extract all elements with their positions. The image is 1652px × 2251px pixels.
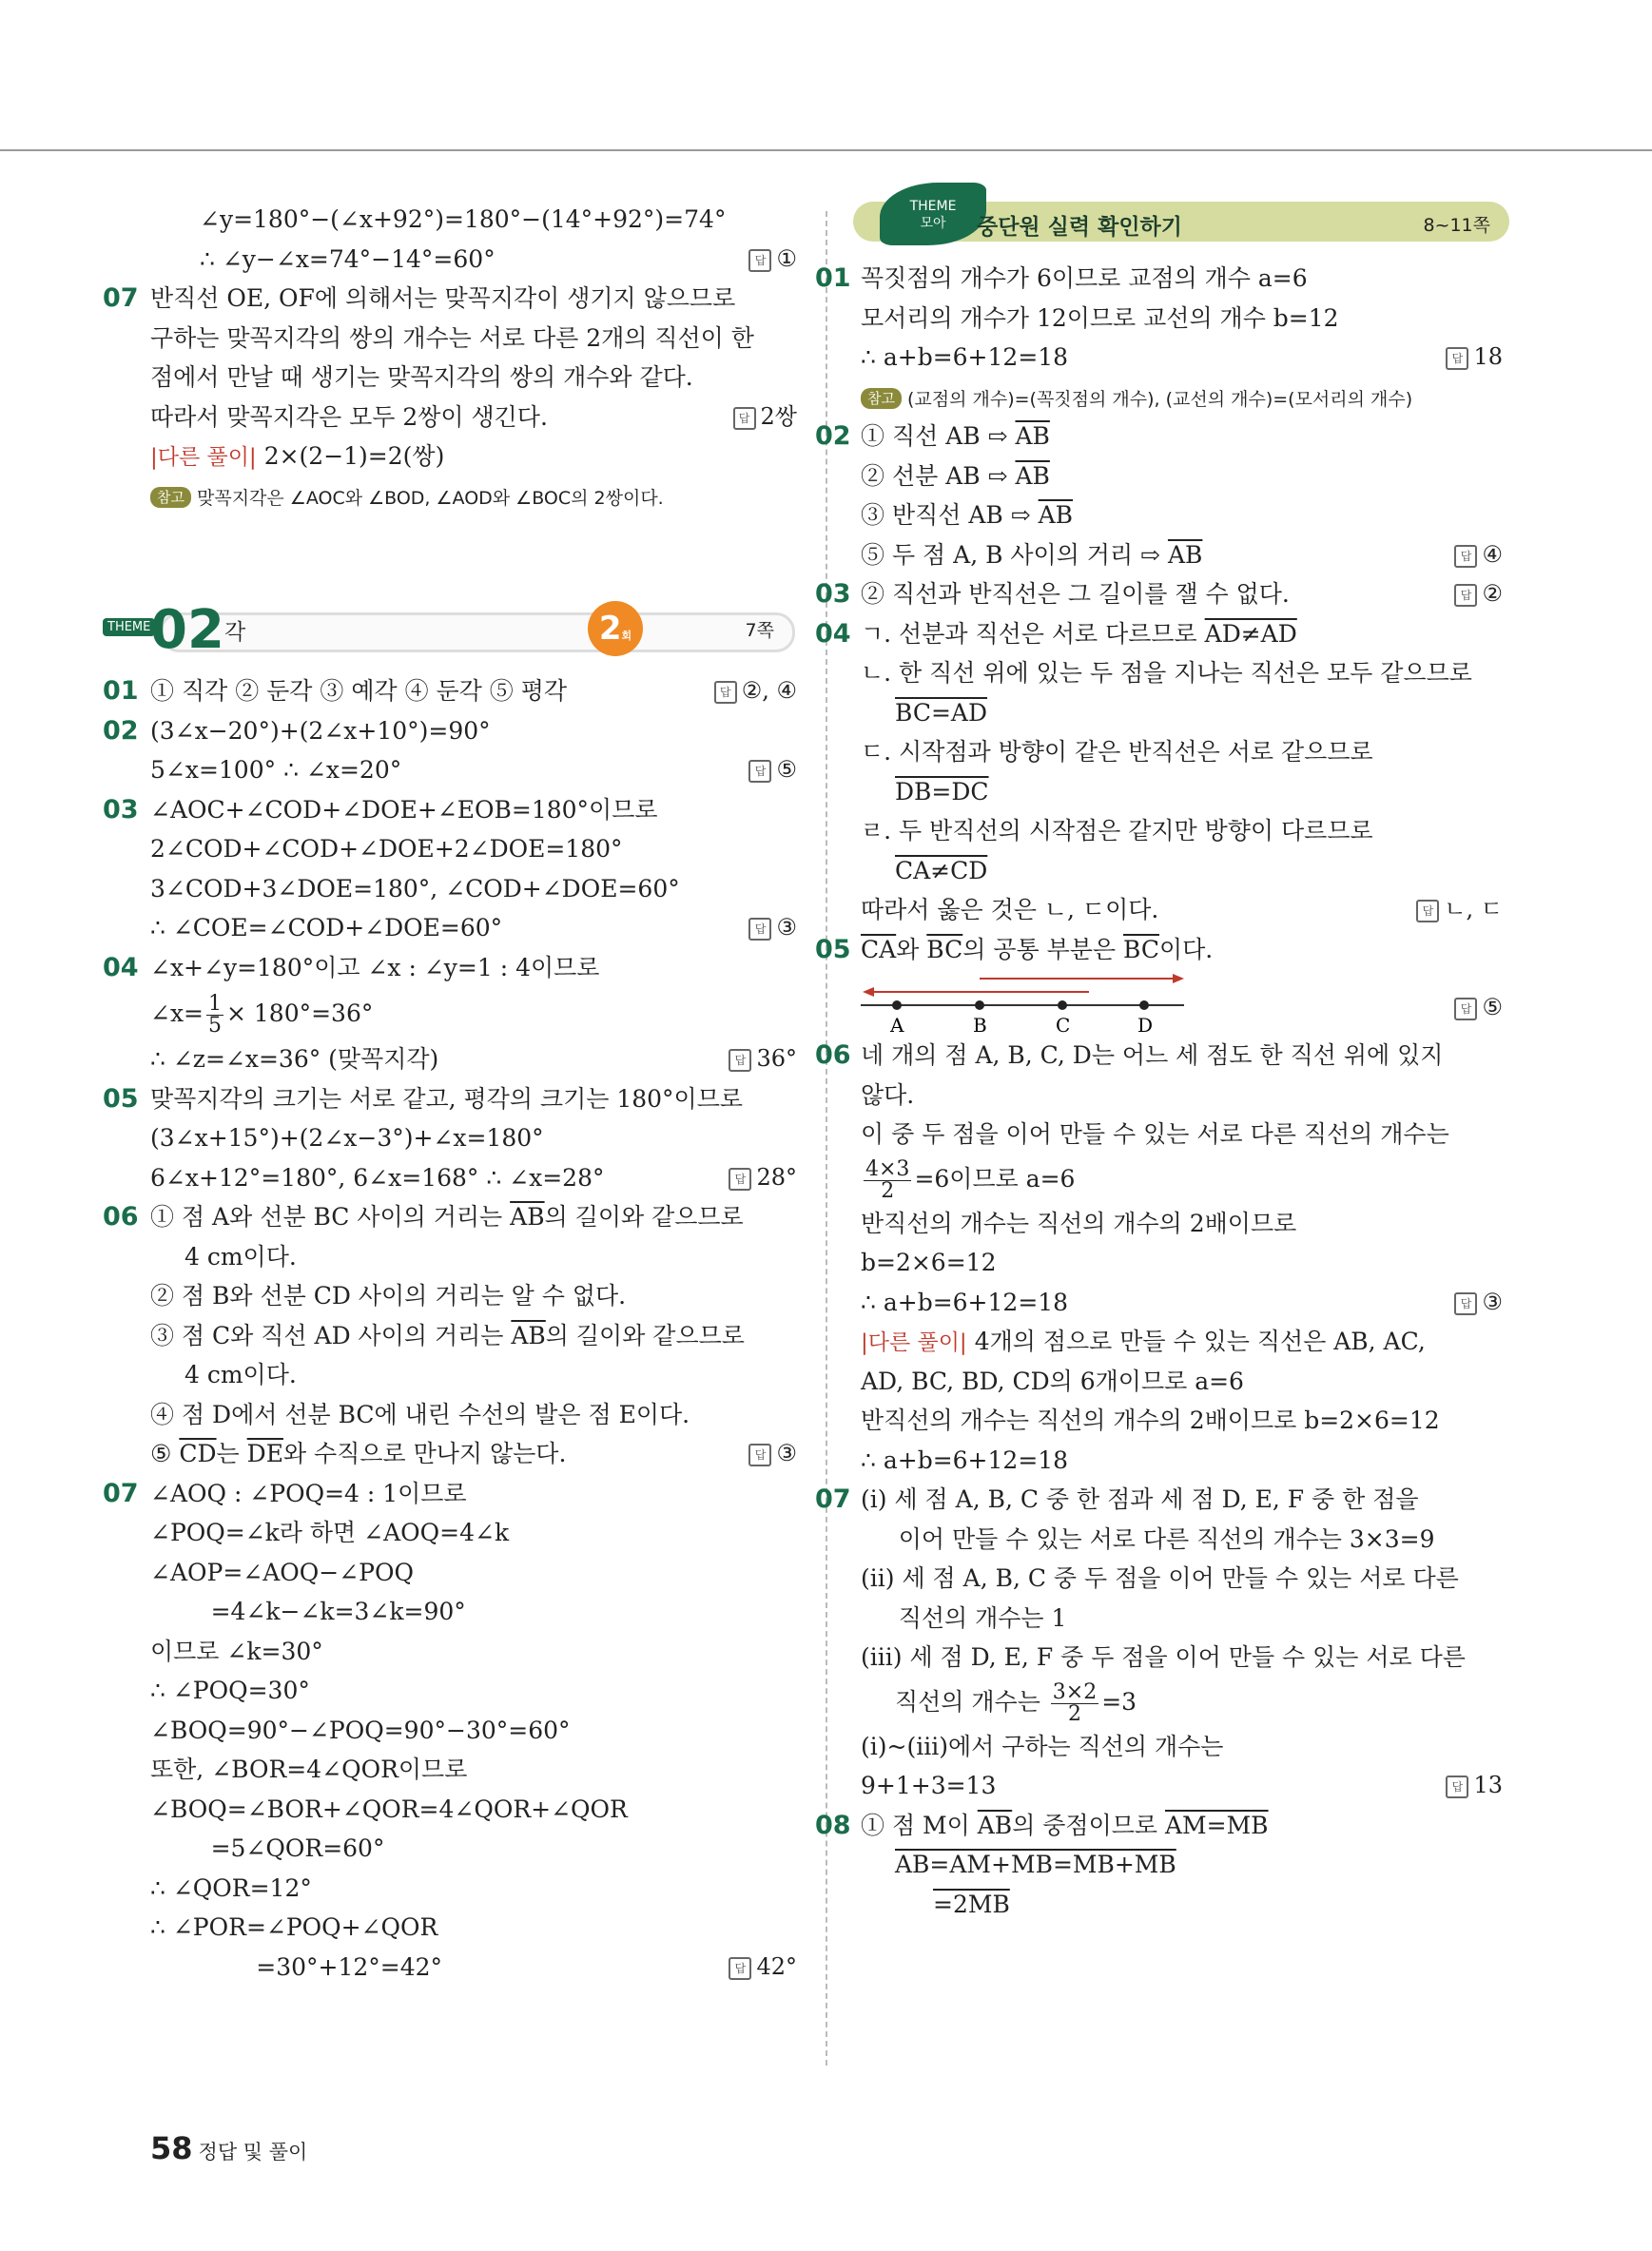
alt-solution-label: |다른 풀이| [150, 445, 257, 470]
text-line: 이므로 ∠k=30° [150, 1637, 323, 1665]
text-line-content: 6∠x+12°=180°, 6∠x=168° ∴ ∠x=28° [150, 1163, 605, 1192]
text-line [861, 851, 1503, 891]
leaf-text: 모아 [920, 216, 946, 231]
text-part: 의 공통 부분은 [962, 935, 1124, 963]
alt-solution-label: |다른 풀이| [861, 1330, 967, 1355]
symbol-expression: DB=DC [895, 777, 989, 805]
number-line-figure [861, 969, 1241, 1036]
text-line: 4 cm이다. [185, 1361, 297, 1388]
text-line: 이 중 두 점을 이어 만들 수 있는 서로 다른 직선의 개수는 [861, 1120, 1449, 1148]
alt-solution [861, 1322, 1503, 1362]
text-part: × 180°=36° [226, 999, 374, 1027]
text-part: 이다. [1158, 935, 1214, 963]
answer [748, 908, 797, 948]
text-line: 점에서 만날 때 생기는 맞꼭지각의 쌍의 개수와 같다. [150, 363, 693, 391]
text-part: 의 길이와 같으므로 [544, 1203, 744, 1231]
question-05 [815, 930, 1503, 970]
question-07 [815, 1480, 1503, 1520]
answer-icon: 답 [748, 249, 771, 272]
fraction [864, 1156, 911, 1203]
answer-icon: 답 [714, 681, 737, 704]
text-line: =4∠k−∠k=3∠k=90° [150, 1598, 466, 1625]
answer [748, 1434, 797, 1474]
point-label: C [1056, 1014, 1071, 1036]
text-line: ∠y=180°−(∠x+92°)=180°−(14°+92°)=74° [200, 205, 727, 233]
left-column [103, 200, 797, 1987]
question-03 [103, 790, 797, 830]
text-line: 반직선의 개수는 직선의 개수의 2배이므로 b=2×6=12 [861, 1407, 1440, 1434]
question-number: 02 [103, 715, 139, 746]
answer-value: ④ [1482, 540, 1503, 568]
fraction-denominator: 2 [881, 1178, 895, 1203]
text-line: ∠BOQ=∠BOR+∠QOR=4∠QOR+∠QOR [150, 1795, 628, 1823]
note-tag: 참고 [150, 487, 191, 508]
text-line: ∠POQ=∠k라 하면 ∠AOQ=4∠k [150, 1519, 510, 1546]
answer [748, 750, 797, 790]
question-03 [815, 574, 1503, 614]
answer-value: 28° [756, 1163, 797, 1191]
question-06 [815, 1036, 1503, 1076]
point-label: D [1137, 1014, 1154, 1036]
text-line-content: 5∠x=100° ∴ ∠x=20° [150, 756, 402, 784]
text-line: ∠BOQ=90°−∠POQ=90°−30°=60° [150, 1716, 571, 1744]
question-number: 05 [815, 934, 851, 964]
line-symbol: $\overline{AB}$ [1015, 422, 1050, 450]
text-part: 와 수직으로 만나지 않는다. [282, 1440, 567, 1467]
text-line: 또한, ∠BOR=4∠QOR이므로 [150, 1756, 468, 1783]
answer-value: ②, ④ [741, 677, 797, 704]
answer-value: 36° [756, 1045, 797, 1072]
theme-page: 7쪽 [745, 620, 774, 641]
text-line: 모서리의 개수가 12이므로 교선의 개수 b=12 [861, 303, 1339, 332]
spacer [150, 515, 797, 555]
symbol-expression: AD≠AD [1204, 619, 1297, 648]
answer-icon: 답 [1446, 347, 1468, 370]
theme-bar [160, 612, 795, 652]
point-b [975, 1000, 984, 1010]
ray-symbol: $\overline{CA}$ [861, 935, 897, 963]
text-line [861, 1678, 1503, 1727]
point-a [892, 1000, 902, 1010]
note-text: 맞꼭지각은 ∠AOC와 ∠BOD, ∠AOD와 ∠BOC의 2쌍이다. [196, 487, 664, 509]
answer [1454, 574, 1503, 614]
symbol-expression: =2MB [933, 1890, 1010, 1918]
text-line [150, 398, 797, 437]
text-line: ∠x+∠y=180°이고 ∠x : ∠y=1 : 4이므로 [150, 953, 600, 981]
answer [1454, 1283, 1503, 1323]
answer-icon: 답 [1454, 1292, 1477, 1315]
theme-tag: THEME [103, 618, 155, 636]
answer-icon: 답 [729, 1957, 751, 1980]
text-line [150, 750, 797, 790]
point-c [1058, 1000, 1067, 1010]
question-number: 08 [815, 1810, 851, 1840]
question-08 [815, 1806, 1503, 1846]
spacer [150, 555, 797, 595]
text-line [150, 1158, 797, 1198]
text-line: ㄴ. 한 직선 위에 있는 두 점을 지나는 직선은 모두 같으므로 [861, 659, 1472, 687]
text-line [861, 1155, 1503, 1204]
text-line: 구하는 맞꼭지각의 쌍의 개수는 서로 다른 2개의 직선이 한 [150, 323, 754, 352]
alt-solution [150, 437, 797, 476]
segment-symbol: $\overline{BC}$ [1123, 935, 1159, 963]
fraction-denominator: 2 [1068, 1701, 1082, 1726]
question-01 [815, 259, 1503, 299]
text-line-content: ∴ a+b=6+12=18 [861, 343, 1069, 371]
answer [714, 671, 797, 711]
text-line: 4 cm이다. [185, 1242, 297, 1271]
text-line: 2∠COD+∠COD+∠DOE+2∠DOE=180° [150, 835, 623, 863]
text-part: 의 길이와 같으므로 [545, 1321, 745, 1349]
answer-icon: 답 [729, 1168, 751, 1191]
text-part: ① 직선 AB ⇨ [861, 422, 1016, 450]
question-number: 01 [103, 676, 139, 706]
fraction [206, 994, 224, 1037]
text-part: ㄱ. 선분과 직선은 서로 다르므로 [861, 619, 1205, 648]
text-line [150, 1039, 797, 1079]
text-line [861, 772, 1503, 812]
text-part: =6이므로 a=6 [914, 1164, 1076, 1193]
fraction [1051, 1679, 1098, 1726]
text-line [150, 1948, 797, 1988]
text-line [150, 1434, 797, 1474]
question-04 [103, 948, 797, 988]
text-line: ∠AOC+∠COD+∠DOE+∠EOB=180°이므로 [150, 795, 658, 824]
text-line: ② 점 B와 선분 CD 사이의 거리는 알 수 없다. [150, 1282, 627, 1310]
line-symbol: $\overline{DE}$ [246, 1440, 283, 1467]
text-line: 않다. [861, 1080, 915, 1109]
point-d [1139, 1000, 1149, 1010]
question-number: 07 [815, 1484, 851, 1514]
answer-icon: 답 [733, 407, 756, 430]
answer-value: ③ [776, 1440, 797, 1466]
text-line-content: 따라서 맞꼭지각은 모두 2쌍이 생긴다. [150, 402, 548, 431]
ray-bc-arrowhead [1173, 974, 1184, 983]
text-line: ∴ a+b=6+12=18 [861, 1446, 1069, 1474]
answer-icon: 답 [1446, 1776, 1468, 1798]
answer-value: ① [776, 244, 797, 272]
question-07b [103, 1474, 797, 1514]
top-rule [0, 149, 1652, 151]
text-line [150, 1316, 797, 1356]
point-label: A [890, 1014, 904, 1036]
note [150, 476, 797, 516]
question-number: 07 [103, 283, 139, 313]
text-line: ∴ ∠QOR=12° [150, 1873, 312, 1902]
text-line [861, 495, 1503, 535]
question-number: 06 [815, 1040, 851, 1070]
text-line [861, 1845, 1503, 1885]
answer [1446, 1766, 1503, 1806]
text-part: 직선의 개수는 [895, 1687, 1048, 1716]
theme-number: 02 [150, 599, 224, 661]
question-02 [815, 417, 1503, 456]
text-line: (3∠x+15°)+(2∠x−3°)+∠x=180° [150, 1124, 544, 1152]
question-number: 03 [103, 794, 139, 825]
text-line: ② 직선과 반직선은 그 길이를 잴 수 없다. [861, 580, 1290, 608]
right-column [815, 199, 1503, 1924]
text-line: ④ 점 D에서 선분 BC에 내린 수선의 발은 점 E이다. [150, 1400, 690, 1428]
question-number: 04 [103, 952, 139, 982]
answer-value: ㄴ, ㄷ [1444, 896, 1503, 922]
text-part: ⑤ [150, 1440, 180, 1467]
answer-icon: 답 [748, 1444, 771, 1466]
text-line: ∴ ∠POQ=30° [150, 1677, 310, 1704]
text-line-content: 9+1+3=13 [861, 1772, 997, 1799]
question-01 [103, 671, 797, 711]
text-line: 꼭짓점의 개수가 6이므로 교점의 개수 a=6 [861, 264, 1308, 292]
fraction-numerator: 3×2 [1052, 1679, 1098, 1704]
text-line [861, 890, 1503, 930]
point-label: B [973, 1014, 987, 1036]
text-line: 네 개의 점 A, B, C, D는 어느 세 점도 한 직선 위에 있지 [861, 1041, 1444, 1069]
text-line: (ⅰ)~(ⅲ)에서 구하는 직선의 개수는 [861, 1732, 1224, 1760]
segment-symbol: $\overline{AB}$ [1167, 540, 1203, 569]
text-part: ③ 반직선 AB ⇨ [861, 501, 1039, 529]
text-line: 맞꼭지각의 크기는 서로 같고, 평각의 크기는 180°이므로 [150, 1084, 743, 1113]
text-line: ㄷ. 시작점과 방향이 같은 반직선은 서로 같으므로 [861, 738, 1373, 766]
text-part: 의 중점이므로 [1012, 1811, 1165, 1839]
answer-icon: 답 [748, 760, 771, 783]
question-06 [103, 1197, 797, 1237]
question-number: 05 [103, 1083, 139, 1114]
text-part: 는 [216, 1440, 247, 1467]
answer-icon: 답 [1454, 998, 1477, 1020]
question-05 [103, 1079, 797, 1119]
text-part: ① 점 M이 [861, 1811, 978, 1839]
answer-icon: 답 [1454, 584, 1477, 607]
answer [748, 240, 797, 280]
question-number: 03 [815, 579, 851, 609]
text-line: 반직선 OE, OF에 의해서는 맞꼭지각이 생기지 않으므로 [150, 284, 736, 312]
ray-symbol: $\overline{AB}$ [1038, 501, 1074, 529]
text-part: ⑤ 두 점 A, B 사이의 거리 ⇨ [861, 540, 1168, 569]
segment-symbol: $\overline{AB}$ [977, 1811, 1013, 1839]
text-part: ① 점 A와 선분 BC 사이의 거리는 [150, 1203, 511, 1231]
question-04 [815, 614, 1503, 654]
answer-icon: 답 [1416, 900, 1439, 922]
text-line: ∠AOP=∠AOQ−∠POQ [150, 1558, 414, 1586]
question-07 [103, 279, 797, 319]
text-line [861, 535, 1503, 575]
answer-value: ⑤ [776, 756, 797, 783]
text-line-content: =30°+12°=42° [150, 1952, 443, 1981]
question-number: 04 [815, 618, 851, 649]
fraction-denominator: 5 [208, 1014, 222, 1038]
answer-value: ③ [776, 914, 797, 941]
text-line: 이어 만들 수 있는 서로 다른 직선의 개수는 3×3=9 [861, 1524, 1435, 1553]
symbol-expression: CA≠CD [895, 856, 988, 884]
text-line [861, 1766, 1503, 1806]
answer-value: 42° [756, 1952, 797, 1980]
fraction-numerator: 4×3 [865, 1156, 910, 1181]
text-line: b=2×6=12 [861, 1249, 997, 1276]
answer-value: ③ [1482, 1288, 1503, 1315]
text-line: ∴ ∠POR=∠POQ+∠QOR [150, 1913, 438, 1941]
text-line: AD, BC, BD, CD의 6개이므로 a=6 [861, 1367, 1244, 1395]
text-line [861, 693, 1503, 733]
text-line: 3∠COD+3∠DOE=180°, ∠COD+∠DOE=60° [150, 874, 680, 902]
answer-icon: 답 [748, 918, 771, 941]
text-line-content: 따라서 옳은 것은 ㄴ, ㄷ이다. [861, 896, 1159, 923]
segment-symbol: $\overline{AB}$ [510, 1203, 545, 1231]
answer [1416, 890, 1503, 930]
column-divider [826, 211, 827, 2066]
note [861, 378, 1503, 417]
fraction-numerator: 1 [208, 992, 222, 1016]
answer [1446, 338, 1503, 378]
text-line-content: ∴ ∠y−∠x=74°−14°=60° [200, 244, 496, 273]
text-line: ∠AOQ : ∠POQ=4 : 1이므로 [150, 1479, 467, 1507]
answer-value: ② [1482, 580, 1503, 607]
text-line: (ⅱ) 세 점 A, B, C 중 두 점을 이어 만들 수 있는 서로 다른 [861, 1564, 1459, 1592]
text-line: ① 직각 ② 둔각 ③ 예각 ④ 둔각 ⑤ 평각 [150, 677, 568, 705]
text-line-content: ∴ ∠z=∠x=36° (맞꼭지각) [150, 1045, 439, 1073]
round-badge [588, 601, 643, 656]
symbol-expression: BC=AD [895, 698, 988, 727]
text-line [861, 1885, 1503, 1925]
text-line [150, 908, 797, 948]
answer-icon: 답 [1454, 545, 1477, 568]
segment-symbol: $\overline{AB}$ [511, 1321, 546, 1349]
note-tag: 참고 [861, 388, 902, 409]
banner-pages: 8~11쪽 [1423, 215, 1490, 236]
text-part: ∠x= [150, 999, 204, 1027]
answer-value: ⑤ [1482, 994, 1503, 1020]
text-line-content: ∴ a+b=6+12=18 [861, 1288, 1069, 1316]
text-part: ③ 점 C와 직선 AD 사이의 거리는 [150, 1321, 512, 1349]
text-part: 와 [896, 935, 927, 963]
text-line: 직선의 개수는 1 [861, 1603, 1067, 1632]
question-number: 06 [103, 1202, 139, 1232]
round-suffix: 회 [621, 630, 632, 642]
theme-title: 각 [224, 620, 246, 645]
text-line: (ⅲ) 세 점 D, E, F 중 두 점을 이어 만들 수 있는 서로 다른 [861, 1643, 1466, 1671]
answer-value: 13 [1473, 1772, 1503, 1798]
ray-ca-arrowhead [863, 987, 874, 997]
page-number: 58 [150, 2130, 193, 2166]
text-part: ② 선분 AB ⇨ [861, 461, 1016, 490]
question-number: 07 [103, 1478, 139, 1508]
symbol-expression: AM=MB [1164, 1811, 1269, 1839]
note-text: (교점의 개수)=(꼭짓점의 개수), (교선의 개수)=(모서리의 개수) [906, 388, 1413, 410]
number-line-row [861, 969, 1503, 1036]
symbol-expression: AB=AM+MB=MB+MB [895, 1851, 1176, 1878]
text-line [150, 240, 797, 280]
question-number: 01 [815, 263, 851, 293]
text-part: =3 [1101, 1687, 1137, 1716]
page-title: 정답 및 풀이 [198, 2141, 308, 2164]
answer [733, 398, 797, 437]
answer-icon: 답 [729, 1049, 751, 1072]
page-footer [150, 2130, 307, 2166]
theme-header [103, 599, 795, 662]
leaf-text: THEME [909, 199, 957, 214]
answer [729, 1158, 797, 1198]
text-line: ㄹ. 두 반직선의 시작점은 같지만 방향이 다르므로 [861, 817, 1373, 844]
banner-title: 중단원 실력 확인하기 [977, 215, 1182, 240]
text-line: (ⅰ) 세 점 A, B, C 중 한 점과 세 점 D, E, F 중 한 점을 [861, 1485, 1419, 1513]
text-line: (3∠x−20°)+(2∠x+10°)=90° [150, 716, 491, 745]
answer [1454, 535, 1503, 575]
answer [729, 1039, 797, 1079]
question-02 [103, 711, 797, 751]
text-line: 반직선의 개수는 직선의 개수의 2배이므로 [861, 1209, 1297, 1237]
section-banner [853, 190, 1509, 247]
text-line-content: ∴ ∠COE=∠COD+∠DOE=60° [150, 914, 503, 941]
question-number: 02 [815, 421, 851, 451]
text-line [861, 1283, 1503, 1323]
text-line [861, 338, 1503, 378]
answer [1454, 988, 1503, 1028]
alt-solution-text: 2×(2−1)=2(쌍) [263, 442, 445, 470]
answer-value: 2쌍 [760, 402, 797, 430]
round-number: 2 [598, 610, 622, 648]
answer [729, 1948, 797, 1988]
text-line: =5∠QOR=60° [150, 1834, 385, 1862]
ray-symbol: $\overline{BC}$ [926, 935, 963, 963]
alt-solution-text: 4개의 점으로 만들 수 있는 직선은 AB, AC, [974, 1328, 1426, 1355]
text-line [861, 456, 1503, 496]
text-line [150, 987, 797, 1039]
line-symbol: $\overline{CD}$ [179, 1440, 217, 1467]
segment-symbol: $\overline{AB}$ [1015, 461, 1050, 490]
answer-value: 18 [1473, 343, 1503, 370]
